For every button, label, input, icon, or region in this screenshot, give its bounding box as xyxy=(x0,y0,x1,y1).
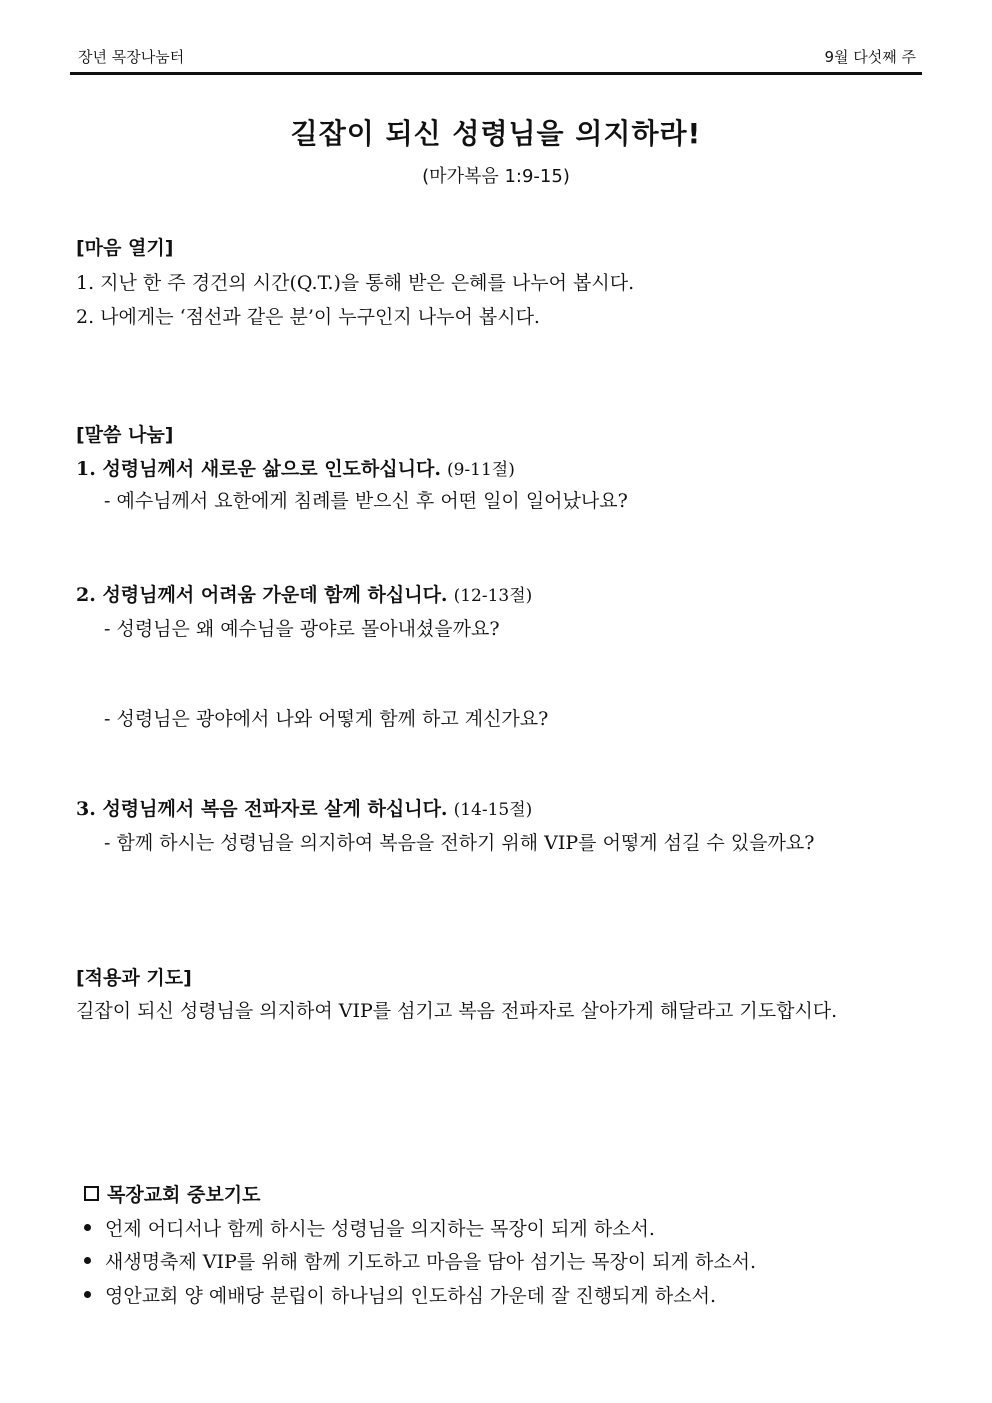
prayer-item-2-text: 새생명축제 VIP를 위해 함께 기도하고 마음을 담아 섬기는 목장이 되게 하소서. xyxy=(105,1251,757,1273)
open-item-2: 2. 나에게는 ‘점선과 같은 분’이 누구인지 나누어 봅시다. xyxy=(76,306,540,328)
word-point-3-ref: (14-15절) xyxy=(453,800,533,820)
bullet-icon xyxy=(84,1291,91,1298)
header-divider xyxy=(70,72,922,75)
header-left-label: 장년 목장나눔터 xyxy=(78,48,185,66)
word-point-1 xyxy=(76,454,515,481)
section-heading-open: [마음 열기] xyxy=(76,237,174,259)
open-item-1: 1. 지난 한 주 경건의 시간(Q.T.)을 통해 받은 은혜를 나누어 봅시다. xyxy=(76,272,635,294)
prayer-heading xyxy=(84,1180,260,1207)
word-point-2-question-1: - 성령님은 왜 예수님을 광야로 몰아내셨을까요? xyxy=(104,618,500,640)
bullet-icon xyxy=(84,1224,91,1231)
word-point-3 xyxy=(76,794,532,821)
word-point-2-ref: (12-13절) xyxy=(453,586,533,606)
bullet-icon xyxy=(84,1257,91,1264)
section-heading-apply: [적용과 기도] xyxy=(76,967,192,989)
header-right-label: 9월 다섯째 주 xyxy=(824,48,916,66)
word-point-2-question-2: - 성령님은 광야에서 나와 어떻게 함께 하고 계신가요? xyxy=(104,708,549,730)
word-point-2-title: 2. 성령님께서 어려움 가운데 함께 하십니다. xyxy=(76,584,448,606)
prayer-heading-label: 목장교회 중보기도 xyxy=(107,1184,261,1206)
checkbox-square-icon xyxy=(84,1186,99,1201)
word-point-2 xyxy=(76,580,532,607)
apply-text: 길잡이 되신 성령님을 의지하여 VIP를 섬기고 복음 전파자로 살아가게 해달라고 기도합시다. xyxy=(76,1000,838,1022)
word-point-3-title: 3. 성령님께서 복음 전파자로 살게 하십니다. xyxy=(76,798,448,820)
prayer-item-3 xyxy=(84,1281,716,1308)
word-point-1-title: 1. 성령님께서 새로운 삶으로 인도하십니다. xyxy=(76,458,441,480)
scripture-reference: (마가복음 1:9-15) xyxy=(422,166,570,187)
prayer-item-2 xyxy=(84,1247,756,1274)
section-heading-word: [말씀 나눔] xyxy=(76,424,174,446)
word-point-3-question-1: - 함께 하시는 성령님을 의지하여 복음을 전하기 위해 VIP를 어떻게 섬길 수 있을까요? xyxy=(104,832,815,854)
page-title: 길잡이 되신 성령님을 의지하라! xyxy=(290,117,702,150)
word-point-1-question-1: - 예수님께서 요한에게 침례를 받으신 후 어떤 일이 일어났나요? xyxy=(104,490,628,512)
prayer-item-1 xyxy=(84,1214,655,1241)
word-point-1-ref: (9-11절) xyxy=(446,460,515,480)
prayer-item-3-text: 영안교회 양 예배당 분립이 하나님의 인도하심 가운데 잘 진행되게 하소서. xyxy=(105,1285,717,1307)
prayer-item-1-text: 언제 어디서나 함께 하시는 성령님을 의지하는 목장이 되게 하소서. xyxy=(105,1218,655,1240)
